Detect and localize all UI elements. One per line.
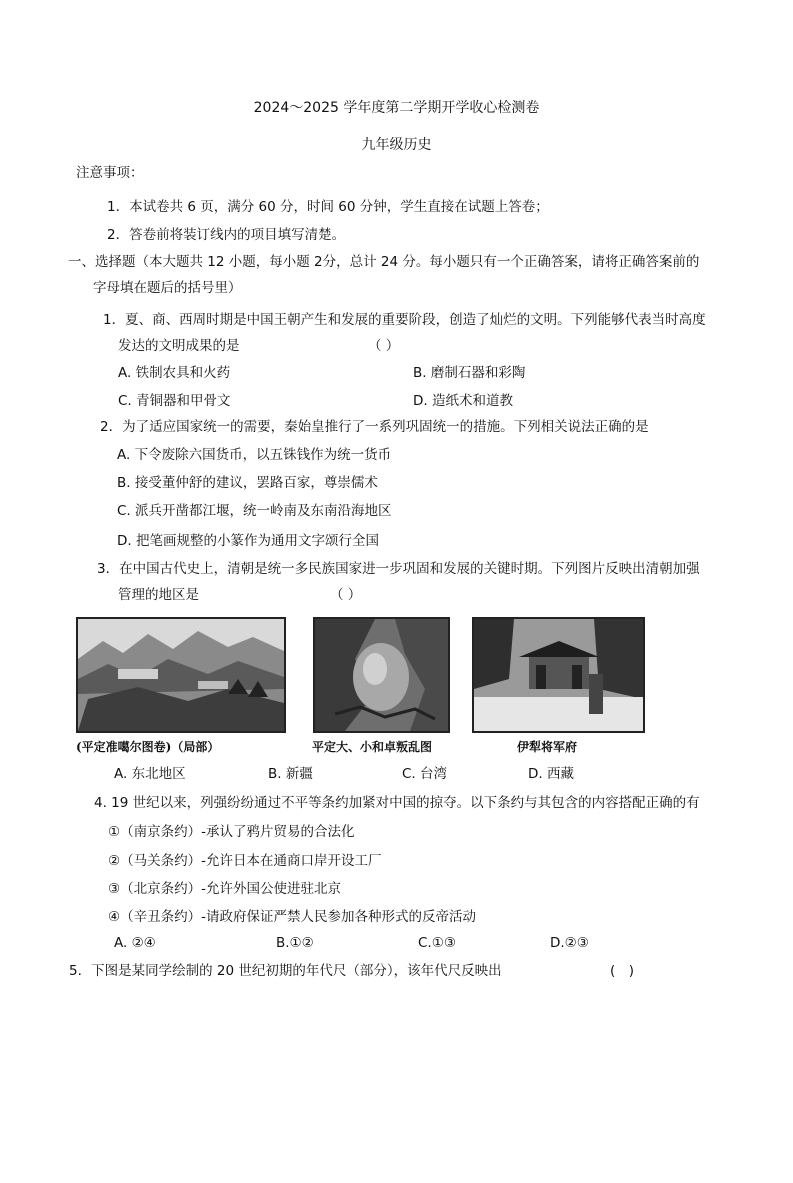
answer-blank: （ ） [330,587,362,603]
option-a: A. 东北地区 [114,766,186,782]
exam-title: 2024～2025 学年度第二学期开学收心检测卷 [253,100,540,116]
option-c: C. 派兵开凿都江堰，统一岭南及东南沿海地区 [117,503,392,519]
option-b: B.①② [276,935,314,951]
statement-item: ③（北京条约）-允许外国公使进驻北京 [108,881,341,897]
question-1-stem: 1．夏、商、西周时期是中国王朝产生和发展的重要阶段，创造了灿烂的文明。下列能够代表当时高度 [103,312,706,328]
option-a: A. 下令废除六国货币，以五铢钱作为统一货币 [117,447,392,463]
option-d: D. 造纸术和道教 [413,393,513,409]
notice-item: 1．本试卷共 6 页，满分 60 分，时间 60 分钟，学生直接在试题上答卷； [107,199,549,215]
option-b: B. 接受董仲舒的建议，罢路百家，尊崇儒术 [117,475,378,491]
option-c: C. 台湾 [402,766,448,782]
option-b: B. 新疆 [268,766,313,782]
option-a: A. ②④ [114,935,156,951]
option-d: D. 西藏 [528,766,574,782]
answer-blank: ( ) [610,963,635,979]
landscape-scroll-image [76,617,286,733]
statement-item: ②（马关条约）-允许日本在通商口岸开设工厂 [108,853,382,869]
option-d: D. 把笔画规整的小篆作为通用文字颂行全国 [117,533,379,549]
question-5-stem: 5．下图是某同学绘制的 20 世纪初期的年代尺（部分），该年代尺反映出 [69,963,502,979]
question-4-stem: 4. 19 世纪以来，列强纷纷通过不平等条约加紧对中国的掠夺。以下条约与其包含的内容搭配正确的有 [94,795,700,811]
image-caption: (平定准噶尔图卷)（局部） [76,740,220,754]
section-heading-cont: 字母填在题后的括号里） [93,280,242,296]
question-3-stem-cont: 管理的地区是 [118,587,199,603]
option-c: C. 青铜器和甲骨文 [118,393,231,409]
question-3-stem: 3．在中国古代史上，清朝是统一多民族国家进一步巩固和发展的关键时期。下列图片反映出清朝加强 [97,561,700,577]
image-caption: 平定大、小和卓叛乱图 [312,740,433,754]
option-c: C.①③ [418,935,456,951]
question-1-stem-cont: 发达的文明成果的是 [118,338,240,354]
option-a: A. 铁制农具和火药 [118,365,231,381]
image-caption: 伊犁将军府 [517,740,578,754]
statement-item: ①（南京条约）-承认了鸦片贸易的合法化 [108,824,355,840]
battle-painting-image [313,617,450,733]
exam-subtitle: 九年级历史 [361,137,432,153]
option-d: D.②③ [550,935,589,951]
notice-item: 2．答卷前将装订线内的项目填写清楚。 [107,227,346,243]
question-2-stem: 2．为了适应国家统一的需要，秦始皇推行了一系列巩固统一的措施。下列相关说法正确的是 [100,419,649,435]
ili-general-office-image [472,617,645,733]
option-b: B. 磨制石器和彩陶 [413,365,526,381]
section-heading: 一、选择题（本大题共 12 小题，每小题 2分，总计 24 分。每小题只有一个正确答案，请将正确答案前的 [68,254,700,270]
statement-item: ④（辛丑条约）-请政府保证严禁人民参加各种形式的反帝活动 [108,909,476,925]
notice-heading: 注意事项： [76,165,144,181]
answer-blank: （ ） [368,338,400,354]
